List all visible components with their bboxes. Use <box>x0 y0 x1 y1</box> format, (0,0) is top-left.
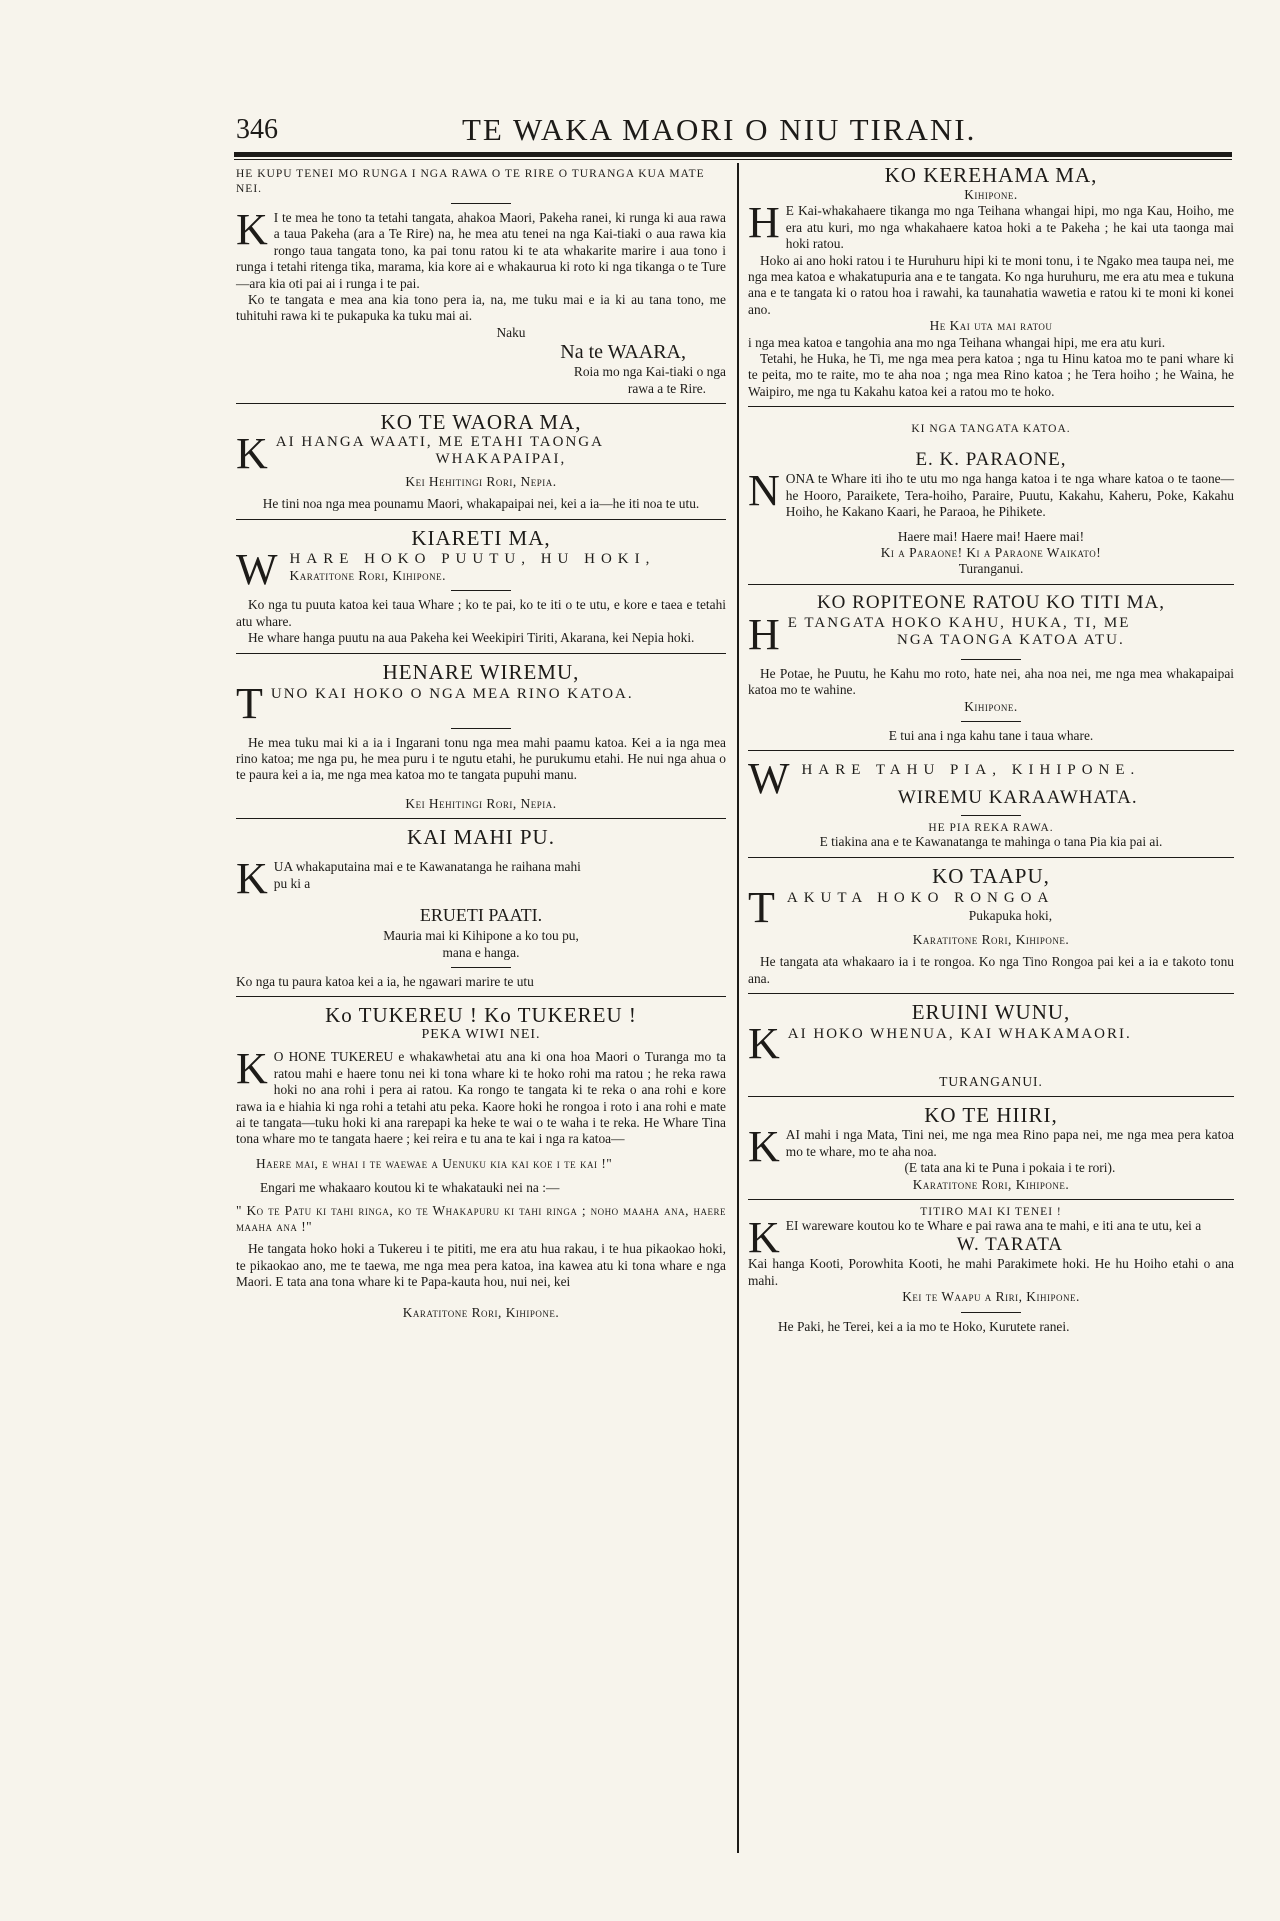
ad-address: Kei te Waapu a Riri, Kihipone. <box>902 1289 1080 1305</box>
page-header <box>232 112 1234 152</box>
page-number: 346 <box>236 114 278 145</box>
section-divider <box>748 750 1234 751</box>
ad-paragraph: He whare hanga puutu na aua Pakeha kei Weekipiri Tiriti, Akarana, kei Nepia hoki. <box>248 630 695 646</box>
ad-address: Karatitone Rori, Kihipone. <box>402 1304 560 1320</box>
ad-body: E tiakina ana e te Kawanatanga te mahinga o tana Pia kia pai ai. <box>819 834 1163 850</box>
drop-cap: K <box>748 1213 780 1262</box>
ad-place: TURANGANUI. <box>939 1073 1043 1089</box>
ad-taapu <box>748 864 1234 987</box>
naku: Naku <box>496 324 526 340</box>
ad-wiremu <box>748 754 1234 850</box>
ad-subheading: HE PIA REKA RAWA. <box>928 822 1054 835</box>
section-divider <box>236 403 726 404</box>
ad-title: HENARE WIREMU, <box>382 659 580 684</box>
left-column <box>236 163 726 1851</box>
drop-cap: T <box>236 678 265 728</box>
drop-cap: W <box>748 754 796 804</box>
divider <box>961 659 1021 660</box>
page-title: TE WAKA MAORI O NIU TIRANI. <box>462 112 977 147</box>
divider <box>451 967 511 968</box>
ad-line: AI HOKO WHENUA, KAI WHAKAMAORI. <box>787 1025 1132 1042</box>
ad-paragraph: E Kai-whakahaere tikanga mo nga Teihana whangai hipi, mo nga Kau, Hoiho, me era atu kuri, mo nga whakahaere katoa hoki a te Pakeha ; he kai uta taonga mai hoki ratou. <box>785 203 1234 252</box>
ad-heading: KI NGA TANGATA KATOA. <box>911 423 1071 436</box>
ad-line: AKUTA HOKO RONGOA <box>786 889 1055 906</box>
column-divider <box>737 163 739 1853</box>
ad-title: KO TAAPU, <box>932 863 1050 888</box>
ad-note: (E tata ana ki te Puna i pokaia i te rori). <box>904 1160 1116 1176</box>
signer-role: rawa a te Rire. <box>627 380 706 396</box>
ad-kerehama <box>748 163 1234 400</box>
ad-line: NGA TAONGA KATOA ATU. <box>897 631 1125 648</box>
ad-body: He Paki, he Terei, kei a ia mo te Hoko, Kurutete ranei. <box>778 1318 1070 1334</box>
ad-line: Ki a Paraone! Ki a Paraone Waikato! <box>880 544 1102 560</box>
ad-title: KO TE WAORA MA, <box>380 410 582 435</box>
section-divider <box>236 996 726 997</box>
ad-quote: " Ko te Patu ki tahi ringa, ko te Whakapuru ki tahi ringa ; noho maaha ana, haere maaha ana !" <box>236 1202 726 1234</box>
ad-title: KIARETI MA, <box>411 525 551 550</box>
ad-hiri <box>748 1103 1234 1193</box>
ad-paragraph: Tetahi, he Huka, he Ti, me nga mea pera katoa ; nga tu Hinu katoa mo te pani whare ki te peita, mo te raite, mo te aha noa ; nga mea Rino katoa ; he Tera hoiho ; he Waina, he Waipiro, me nga tu Kakahu katoa kei a ratou mo te hoko. <box>748 351 1234 399</box>
ad-line: WHAKAPAIPAI, <box>435 451 567 468</box>
ad-address: Karatitone Rori, Kihipone. <box>912 931 1070 947</box>
divider <box>451 728 511 729</box>
divider <box>961 721 1021 722</box>
ad-line: mana e hanga. <box>442 944 520 960</box>
notice-heading: HE KUPU TENEI MO RUNGA I NGA RAWA O TE RIRE O TURANGA KUA MATE NEI. <box>236 168 705 195</box>
section-divider <box>748 993 1234 994</box>
ad-line: Mauria mai ki Kihipone a ko tou pu, <box>383 928 579 944</box>
ad-place: Kihipone. <box>964 187 1018 202</box>
ad-tarata <box>748 1206 1234 1335</box>
ad-body: He tangata ata whakaaro ia i te rongoa. Ko nga Tino Rongoa pai kei a ia e takoto tonu ana. <box>748 954 1234 986</box>
ad-paragraph: Hoko ai ano hoki ratou i te Huruhuru hipi ki te moni tonu, i te Ngako mea taupa nei, me nga mea katoa e whakatupuria ana e te tangata. Ko nga huruhuru, me era atu mea e tukuna ana e te tangata ki o ratou hoa i rawahi, ka taunahatia wawetia e ratou ki te moni ki konei ano. <box>748 252 1234 317</box>
ad-name: W. TARATA <box>956 1234 1064 1256</box>
ad-body: He tini noa nga mea pounamu Maori, whakapaipai nei, kei a ia—he iti noa te utu. <box>262 496 700 512</box>
ad-subtitle: PEKA WIWI NEI. <box>421 1027 541 1043</box>
drop-cap: K <box>748 1018 782 1068</box>
right-column <box>748 163 1234 1851</box>
ad-line: E TANGATA HOKO KAHU, HUKA, TI, ME <box>787 614 1131 631</box>
divider <box>451 203 511 204</box>
ad-line: UA whakaputaina mai e te Kawanatanga he raihana mahi <box>273 859 581 875</box>
ad-paragraph: Engari me whakaaro koutou ki te whakatauki nei na :— <box>260 1180 560 1196</box>
ad-subheading: He Kai uta mai ratou <box>929 318 1053 334</box>
ad-body: AI mahi i nga Mata, Tini nei, me nga mea Rino papa nei, me nga mea pera katoa mo te whare, mo te aha noa. <box>785 1127 1234 1159</box>
ad-address: Kei Hehitingi Rori, Nepia. <box>405 474 557 490</box>
notice-rawa <box>236 167 726 397</box>
header-rule <box>234 152 1232 157</box>
ad-line: Pukapuka hoki, <box>968 907 1053 923</box>
drop-cap: K <box>236 854 268 904</box>
divider <box>451 590 511 591</box>
signer-role: Roia mo nga Kai-tiaki o nga <box>573 364 726 380</box>
ad-body: He mea tuku mai ki a ia i Ingarani tonu nga mea mahi paamu katoa. Kei a ia nga mea rino katoa; me nga pu, he mea puru i te ngutu etahi, he purukumu etahi. He nui nga ahua o te paura kei a ia, me nga mea katoa mo te tangata pupuhi manu. <box>236 734 726 783</box>
ad-eruini <box>748 1000 1234 1090</box>
section-divider <box>236 653 726 654</box>
divider <box>961 1312 1021 1313</box>
drop-cap: H <box>748 609 782 659</box>
ad-address: Karatitone Rori, Kihipone. <box>289 567 447 583</box>
section-divider <box>748 1096 1234 1097</box>
ad-paragraph: O HONE TUKEREU e whakawhetai atu ana ki ona hoa Maori o Turanga mo ta ratou mahi e haere tonu nei ki tona whare ki te hoko rohi ma ratou ; he reka rawa hoki no ana rohi i pera ai ratou. Ka rongo te tangata ki te reka o ana rohi e kore rawa ia e hiahia ki nga rohi a tetahi atu peka. Kaore hoki he rongoa i roto i ana rohi e mate ai te tangata—tuku hoki ki ana rarepapi ka heke te wai o te waha i te reka. He Whare Tina tona whare mo te tangata haere ; kei reira e tu ana te kai i nga ra katoa— <box>236 1049 726 1147</box>
notice-paragraph: I te mea he tono ta tetahi tangata, ahakoa Maori, Pakeha ranei, ki runga ki aua rawa a taua Pakeha (ara a Te Rire) na, he mea atu tenei na nga Kai-tiaki o aua rawa kia rongo taua tangata tono, ka pai tonu ratou ki te ata whakarite marire i aua tono i runga i tetahi ritenga tika, marama, kia kore ai e whakaurua ki roto ki nga tikanga o te Ture—ara kia oti pai ai i runga i te pai. <box>236 210 726 291</box>
header-rule-thin <box>234 159 1232 160</box>
ad-address: Kei Hehitingi Rori, Nepia. <box>405 795 557 811</box>
drop-cap: K <box>236 205 268 254</box>
ad-line: Haere mai! Haere mai! Haere mai! <box>897 528 1085 544</box>
ad-line: Turanganui. <box>958 561 1024 577</box>
ad-address: Karatitone Rori, Kihipone. <box>912 1176 1070 1192</box>
ad-name: ERUETI PAATI. <box>419 905 543 926</box>
ad-line: HARE TAHU PIA, KIHIPONE. <box>801 762 1141 779</box>
ad-name: WIREMU KARAAWHATA. <box>897 787 1138 809</box>
ad-paragraph: He tangata hoko hoki a Tukereu i te pititi, me era atu hua rakau, i te hua pikaokao hoki, te pikaokao ano, me te taewa, me nga mea pera katoa, ina kawea atu ki tona whare e nga Maori. E tata ana tona whare ki te Papa-kauta hou, nui nei, kei <box>236 1241 726 1290</box>
ad-body: He Potae, he Puutu, he Kahu mo roto, hate nei, aha noa nei, me nga mea whakapaipai katoa mo te wahine. <box>748 665 1234 698</box>
drop-cap: K <box>236 429 270 479</box>
ad-body: EI wareware koutou ko te Whare e pai rawa ana te mahi, e iti ana te utu, kei a <box>785 1218 1202 1233</box>
ad-title: KAI MAHI PU. <box>407 825 555 850</box>
drop-cap: K <box>236 1044 268 1094</box>
ad-henare <box>236 660 726 813</box>
ad-name: E. K. PARAONE, <box>915 449 1067 471</box>
section-divider <box>236 818 726 819</box>
section-divider <box>748 857 1234 858</box>
ad-quote: Haere mai, e whai i te waewae a Uenuku kia kai koe i te kai !" <box>256 1155 613 1171</box>
ad-tukereu <box>236 1003 726 1321</box>
ad-body: Kai hanga Kooti, Porowhita Kooti, he mahi Parakimete hoki. He hu Hoiho etahi o ana mahi. <box>748 1256 1234 1288</box>
ad-kaimahi <box>236 825 726 990</box>
ad-line: HARE HOKO PUUTU, HU HOKI, <box>289 550 656 567</box>
ad-kiareti <box>236 526 726 647</box>
ad-line: UNO KAI HOKO O NGA MEA RINO KATOA. <box>270 685 634 702</box>
ad-title: Ko TUKEREU ! Ko TUKEREU ! <box>325 1003 637 1028</box>
drop-cap: N <box>748 466 780 516</box>
ad-line: pu ki a <box>273 875 311 891</box>
ad-title: KO ROPITEONE RATOU KO TITI MA, <box>816 591 1166 613</box>
ad-body: ONA te Whare iti iho te utu mo nga hanga katoa i te nga whare katoa o te taone—he Hooro, Paraikete, Tera-hoiho, Paraire, Puutu, Kakahu, Kaheru, Poke, Kakahu Hoiho, he Kakano Kaari, he Paraoa, he Pihikete. <box>785 471 1234 520</box>
drop-cap: H <box>748 198 780 248</box>
section-divider <box>236 519 726 520</box>
divider <box>961 815 1021 816</box>
ad-paragraph: i nga mea katoa e tangohia ana mo nga Teihana whangai hipi, me era atu kuri. <box>748 334 1166 350</box>
section-divider <box>748 1199 1234 1200</box>
drop-cap: W <box>236 544 284 594</box>
ad-body: Ko nga tu paura katoa kei a ia, he ngawari marire te utu <box>236 973 534 989</box>
ad-title: KO KEREHAMA MA, <box>884 163 1098 187</box>
ad-line: AI HANGA WAATI, ME ETAHI TAONGA <box>275 434 604 451</box>
ad-waora <box>236 410 726 513</box>
notice-paragraph: Ko te tangata e mea ana kia tono pera ia, na, me tuku mai e ia ki au tana tono, me tuhituhi rawa ki te pukapuka ka tuku mai ai. <box>236 292 726 324</box>
drop-cap: T <box>748 882 781 932</box>
ad-title: KO TE HIIRI, <box>924 1103 1058 1128</box>
ad-katoa <box>748 423 1234 577</box>
section-divider <box>748 406 1234 407</box>
ad-paragraph: Ko nga tu puuta katoa kei taua Whare ; ko te pai, ko te iti o te utu, e kore e taea e tetahi atu whare. <box>236 597 726 629</box>
ad-place: Kihipone. <box>964 698 1018 714</box>
drop-cap: K <box>748 1122 780 1172</box>
section-divider <box>748 584 1234 585</box>
ad-heading: TITIRO MAI KI TENEI ! <box>920 1206 1062 1218</box>
ad-ropiteone <box>748 591 1234 745</box>
ad-line: E tui ana i nga kahu tane i taua whare. <box>888 727 1094 743</box>
ad-title: ERUINI WUNU, <box>911 999 1071 1024</box>
signer: Na te WAARA, <box>560 341 686 364</box>
